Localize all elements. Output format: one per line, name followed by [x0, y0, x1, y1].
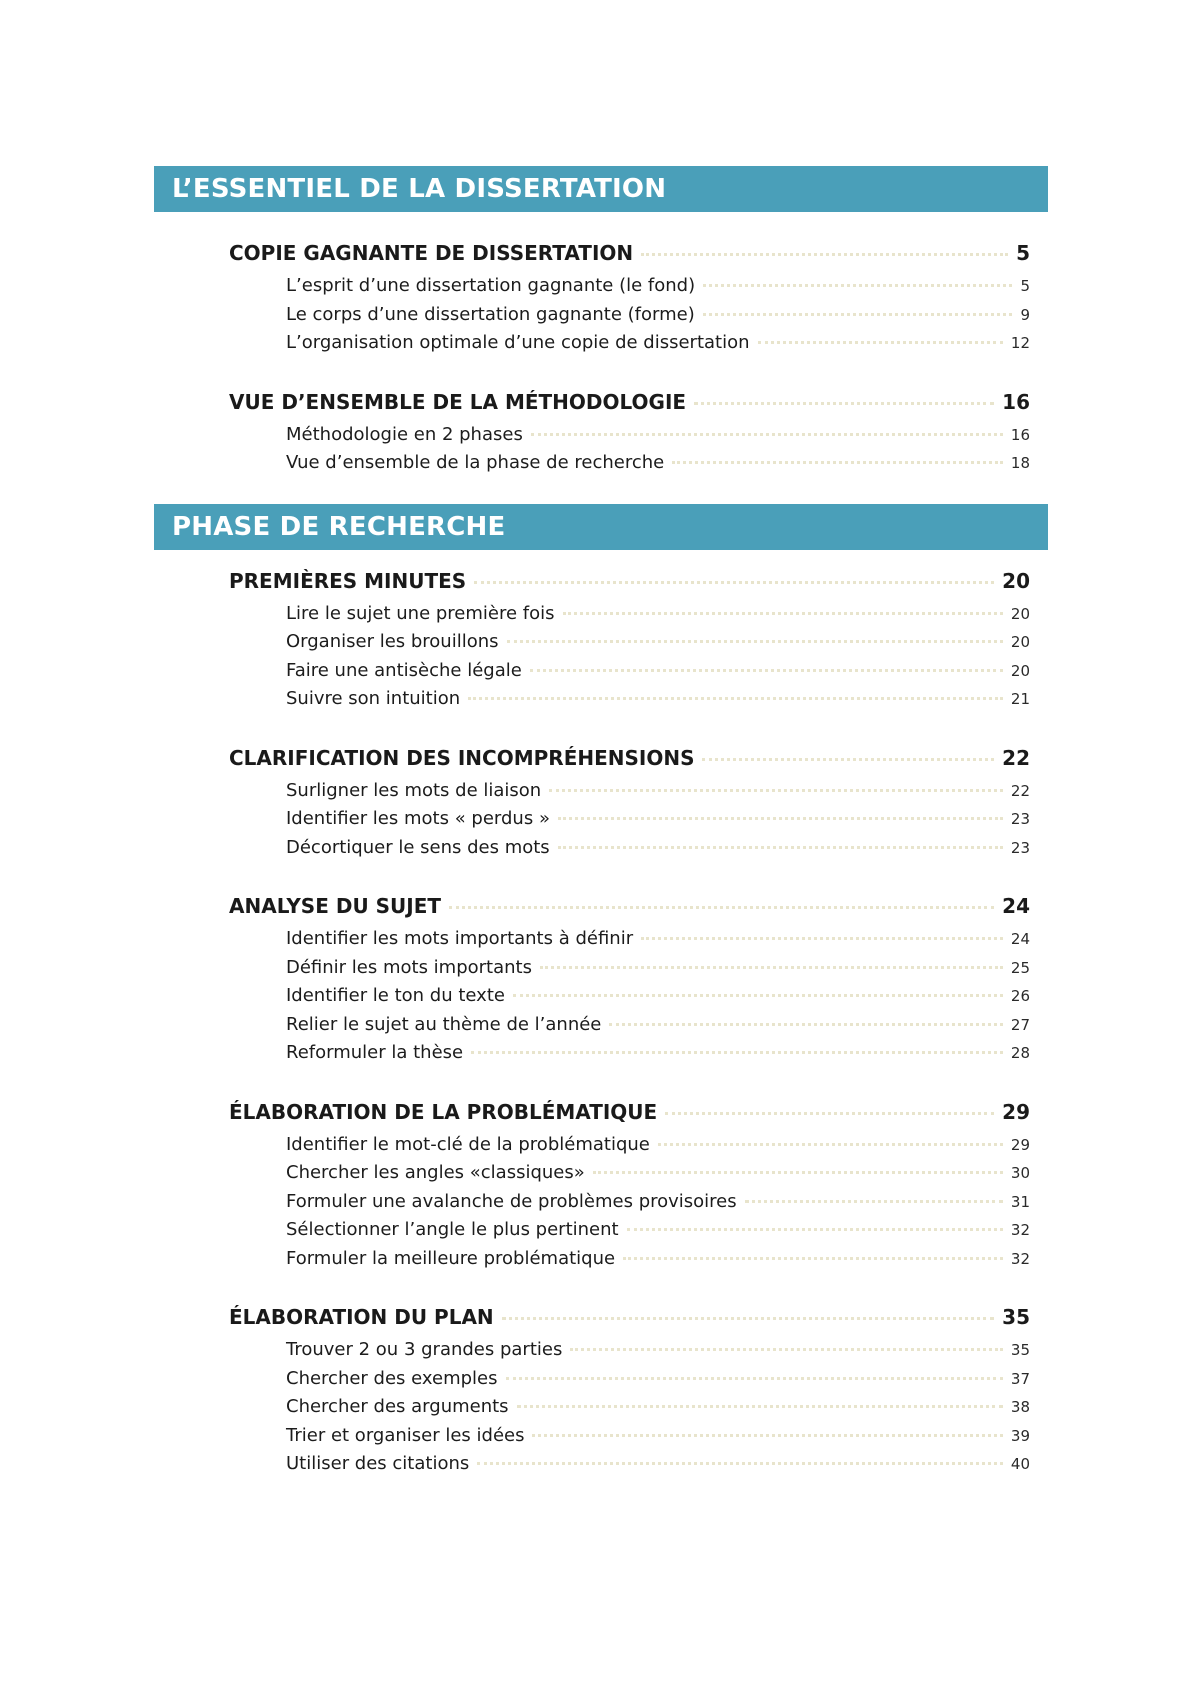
subsection-entry[interactable] [286, 834, 1030, 863]
table-of-contents [154, 166, 1048, 1479]
dot-leader [513, 994, 1003, 997]
page-number: 16 [1010, 425, 1030, 444]
page-number: 32 [1010, 1221, 1030, 1239]
section-title: PREMIÈRES MINUTES [229, 568, 467, 593]
page-number: 16 [1002, 389, 1030, 414]
subsection-title: Identifier le mot-clé de la problématique [286, 1133, 650, 1155]
subsection-entry[interactable] [286, 1365, 1030, 1394]
page-number: 31 [1010, 1192, 1030, 1211]
page-number: 20 [1002, 568, 1030, 593]
dot-leader [506, 1377, 1003, 1380]
page-number: 12 [1010, 334, 1030, 352]
subsection-entry[interactable] [286, 272, 1030, 301]
page-number: 20 [1010, 661, 1030, 680]
page-number: 24 [1010, 930, 1030, 948]
subsection-entry[interactable] [286, 329, 1030, 358]
subsection-entry[interactable] [286, 1131, 1030, 1160]
part-heading: PHASE DE RECHERCHE [154, 504, 1048, 550]
subsection-entry[interactable] [286, 600, 1030, 629]
dot-leader [641, 937, 1003, 940]
subsection-entry[interactable] [286, 628, 1030, 657]
dot-leader [672, 461, 1003, 464]
page-number: 32 [1010, 1249, 1030, 1268]
subsection-entry[interactable] [286, 1039, 1030, 1068]
toc-section [154, 234, 1048, 358]
dot-leader [549, 789, 1003, 792]
subsection-title: Chercher des exemples [286, 1367, 498, 1389]
section-entry[interactable] [229, 562, 1030, 600]
dot-leader [517, 1405, 1003, 1408]
page-number: 35 [1002, 1305, 1030, 1329]
section-entry[interactable] [229, 739, 1030, 777]
page-number: 40 [1010, 1455, 1030, 1473]
subsection-title: Chercher des arguments [286, 1396, 509, 1417]
subsection-title: Décortiquer le sens des mots [286, 836, 550, 858]
section-entry[interactable] [229, 887, 1030, 925]
subsection-title: Le corps d’une dissertation gagnante (forme) [286, 303, 695, 325]
page-number: 29 [1010, 1135, 1030, 1154]
toc-section [154, 739, 1048, 863]
page-number: 39 [1010, 1426, 1030, 1445]
subsection-entry[interactable] [286, 1450, 1030, 1479]
subsection-title: Formuler la meilleure problématique [286, 1247, 616, 1269]
toc-section [154, 887, 1048, 1068]
subsection-title: Trouver 2 ou 3 grandes parties [286, 1339, 563, 1360]
dot-leader [531, 433, 1003, 436]
subsection-title: Organiser les brouillons [286, 631, 499, 652]
dot-leader [745, 1200, 1003, 1203]
dot-leader [477, 1462, 1003, 1465]
toc-section [154, 1298, 1048, 1479]
section-entry[interactable] [229, 383, 1030, 421]
subsection-title: Vue d’ensemble de la phase de recherche [286, 452, 665, 473]
dot-leader [609, 1023, 1003, 1026]
page-number: 18 [1010, 454, 1030, 472]
subsection-entry[interactable] [286, 954, 1030, 983]
section-entry[interactable] [229, 234, 1030, 272]
dot-leader [558, 846, 1003, 849]
section-title: ANALYSE DU SUJET [229, 894, 442, 918]
subsection-entry[interactable] [286, 421, 1030, 450]
subsection-entry[interactable] [286, 1216, 1030, 1245]
section-entry[interactable] [229, 1093, 1030, 1131]
subsection-title: Formuler une avalanche de problèmes provisoires [286, 1190, 737, 1212]
page-number: 26 [1010, 987, 1030, 1005]
dot-leader [449, 906, 994, 909]
subsection-title: Méthodologie en 2 phases [286, 423, 523, 445]
dot-leader [507, 640, 1003, 643]
toc-section [154, 1093, 1048, 1274]
section-entry[interactable] [229, 1298, 1030, 1336]
page-number: 5 [1016, 241, 1030, 265]
section-title: CLARIFICATION DES INCOMPRÉHENSIONS [229, 745, 695, 770]
dot-leader [570, 1348, 1003, 1351]
dot-leader [502, 1317, 994, 1320]
subsection-entry[interactable] [286, 1393, 1030, 1422]
dot-leader [563, 612, 1003, 615]
subsection-title: Identifier les mots importants à définir [286, 928, 634, 949]
dot-leader [623, 1257, 1003, 1260]
subsection-title: Faire une antisèche légale [286, 659, 522, 681]
subsection-title: Sélectionner l’angle le plus pertinent [286, 1219, 619, 1240]
dot-leader [532, 1434, 1002, 1437]
subsection-title: Relier le sujet au thème de l’année [286, 1013, 602, 1035]
dot-leader [471, 1051, 1003, 1054]
subsection-entry[interactable] [286, 1011, 1030, 1040]
subsection-title: Surligner les mots de liaison [286, 779, 542, 801]
subsection-title: Trier et organiser les idées [286, 1424, 525, 1446]
section-title: COPIE GAGNANTE DE DISSERTATION [229, 241, 634, 265]
dot-leader [658, 1143, 1003, 1146]
section-title: ÉLABORATION DE LA PROBLÉMATIQUE [229, 1099, 658, 1124]
subsection-entry[interactable] [286, 449, 1030, 478]
subsection-entry[interactable] [286, 1422, 1030, 1451]
subsection-title: Définir les mots importants [286, 956, 532, 978]
page-number: 29 [1002, 1099, 1030, 1124]
subsection-entry[interactable] [286, 685, 1030, 714]
page-number: 38 [1010, 1398, 1030, 1416]
page-number: 22 [1010, 781, 1030, 800]
page-number: 24 [1002, 894, 1030, 918]
subsection-title: Chercher les angles «classiques» [286, 1162, 585, 1183]
dot-leader [627, 1228, 1003, 1231]
subsection-title: Lire le sujet une première fois [286, 602, 555, 624]
dot-leader [593, 1171, 1003, 1174]
toc-section [154, 562, 1048, 714]
subsection-entry[interactable] [286, 301, 1030, 330]
page-number: 37 [1010, 1369, 1030, 1388]
dot-leader [558, 817, 1003, 820]
page-number: 20 [1010, 633, 1030, 651]
subsection-entry[interactable] [286, 805, 1030, 834]
page-number: 25 [1010, 958, 1030, 977]
subsection-entry[interactable] [286, 925, 1030, 954]
dot-leader [641, 253, 1008, 256]
page-number: 28 [1010, 1044, 1030, 1062]
dot-leader [474, 581, 994, 584]
page-number: 23 [1010, 810, 1030, 828]
page-number: 9 [1020, 305, 1030, 324]
subsection-entry[interactable] [286, 1336, 1030, 1365]
page-number: 20 [1010, 604, 1030, 623]
subsection-title: Reformuler la thèse [286, 1042, 464, 1063]
page-number: 35 [1010, 1341, 1030, 1359]
dot-leader [468, 697, 1003, 700]
toc-section [154, 383, 1048, 478]
subsection-entry[interactable] [286, 1159, 1030, 1188]
part-heading: L’ESSENTIEL DE LA DISSERTATION [154, 166, 1048, 212]
page-number: 23 [1010, 838, 1030, 857]
subsection-entry[interactable] [286, 1188, 1030, 1217]
subsection-entry[interactable] [286, 1245, 1030, 1274]
subsection-entry[interactable] [286, 657, 1030, 686]
dot-leader [694, 402, 994, 405]
section-title: VUE D’ENSEMBLE DE LA MÉTHODOLOGIE [229, 389, 687, 414]
dot-leader [703, 313, 1013, 316]
dot-leader [530, 669, 1003, 672]
subsection-title: L’organisation optimale d’une copie de dissertation [286, 332, 750, 353]
page-number: 30 [1010, 1164, 1030, 1182]
dot-leader [758, 341, 1003, 344]
dot-leader [540, 966, 1003, 969]
subsection-title: Identifier les mots « perdus » [286, 808, 550, 829]
section-title: ÉLABORATION DU PLAN [229, 1305, 494, 1329]
subsection-title: Utiliser des citations [286, 1453, 470, 1474]
subsection-entry[interactable] [286, 982, 1030, 1011]
page-number: 22 [1002, 745, 1030, 770]
page-number: 27 [1010, 1015, 1030, 1034]
subsection-entry[interactable] [286, 777, 1030, 806]
dot-leader [703, 284, 1012, 287]
subsection-title: Suivre son intuition [286, 688, 461, 709]
subsection-title: L’esprit d’une dissertation gagnante (le fond) [286, 275, 696, 296]
dot-leader [702, 758, 994, 761]
page-number: 5 [1020, 277, 1030, 295]
page-number: 21 [1010, 690, 1030, 708]
subsection-title: Identifier le ton du texte [286, 985, 505, 1006]
dot-leader [665, 1112, 994, 1115]
